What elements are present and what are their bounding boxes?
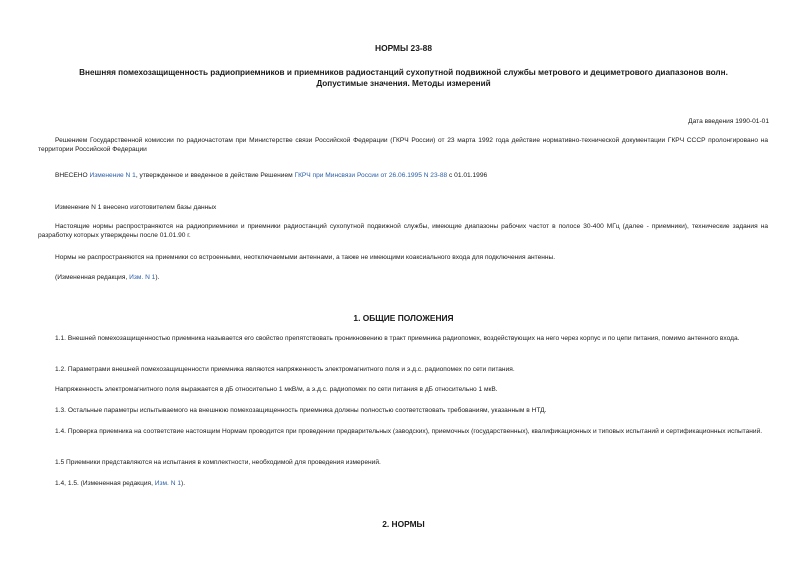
clause-1-3: 1.3. Остальные параметры испытываемого на внешнюю помехозащищенность приемника должны полностью соответствовать требованиям, указанным в НТД. xyxy=(55,407,547,414)
revision-note-1 xyxy=(38,273,768,282)
clause-1-5: 1.5 Приемники представляются на испытания в комплектности, необходимой для проведения измерений. xyxy=(55,459,381,466)
clause-1-2-note: Напряженность электромагнитного поля выражается в дБ относительно 1 мкВ/м, а э.д.с. радиопомех по сети питания в дБ относительно 1 мкВ. xyxy=(55,386,498,393)
revision-note-2 xyxy=(38,479,768,488)
doc-number: НОРМЫ 23-88 xyxy=(375,43,432,53)
change-1-link[interactable]: Изменение N 1 xyxy=(89,172,136,179)
introduced-middle: , утвержденное и введенное в действие Решением xyxy=(135,172,295,179)
introduced-paragraph xyxy=(38,171,768,180)
scope-paragraph: Настоящие нормы распространяются на радиоприемники и приемники радиостанций сухопутной подвижной службы, имеющие диапазоны рабочих частот в полосе 30-400 МГц (далее - приемники), технические задания на разработку которых утверждены после 01.01.90 г. xyxy=(38,223,768,239)
clause-1-4: 1.4. Проверка приемника на соответствие настоящим Нормам проводится при проведении предварительных (заводских), приемочных (государственных), квалификационных и типовых испытаний и сертификационных испытаний. xyxy=(55,428,763,435)
gkrch-decision-link[interactable]: ГКРЧ при Минсвязи России от 26.06.1995 N 23-88 xyxy=(294,172,448,179)
prolongation-paragraph: Решением Государственной комиссии по радиочастотам при Министерстве связи Российской Федерации (ГКРЧ России) от 23 марта 1992 года действие нормативно-технической документации ГКРЧ СССР пролонгировано на территории Российской Федерации xyxy=(38,137,768,153)
doc-title-line1: Внешняя помехозащищенность радиоприемников и приемников радиостанций сухопутной подвижной службы метрового и дециметрового диапазонов волн. xyxy=(79,68,728,77)
effective-date: Дата введения 1990-01-01 xyxy=(688,118,769,125)
introduced-prefix: ВНЕСЕНО xyxy=(55,172,90,179)
exclusion-paragraph: Нормы не распространяются на приемники со встроенными, неотключаемыми антеннами, а также не имеющими коаксиального входа для подключения антенны. xyxy=(55,254,556,261)
revision-note-1-suffix: ). xyxy=(155,274,160,281)
change-1-link-2[interactable]: Изм. N 1 xyxy=(129,274,156,281)
change-1-link-3[interactable]: Изм. N 1 xyxy=(154,480,181,487)
doc-title-line2: Допустимые значения. Методы измерений xyxy=(316,79,491,88)
revision-note-2-suffix: ). xyxy=(181,480,186,487)
section-1-heading: 1. ОБЩИЕ ПОЛОЖЕНИЯ xyxy=(353,313,454,323)
clause-1-1: 1.1. Внешней помехозащищенностью приемника называется его свойство препятствовать проникновению в тракт приемника радиопомех, воздействующих на него через корпус и по цепи питания, помимо антенного входа. xyxy=(55,335,740,342)
db-change-note: Изменение N 1 внесено изготовителем базы данных xyxy=(55,204,217,211)
section-2-heading: 2. НОРМЫ xyxy=(382,519,425,529)
revision-note-1-prefix: (Измененная редакция, xyxy=(55,274,130,281)
clause-1-2: 1.2. Параметрами внешней помехозащищенности приемника являются напряженность электромагнитного поля и э.д.с. радиопомех по сети питания. xyxy=(55,366,515,373)
revision-note-2-prefix: 1.4, 1.5. (Измененная редакция, xyxy=(55,480,155,487)
introduced-suffix: с 01.01.1996 xyxy=(447,172,488,179)
doc-title xyxy=(40,67,767,89)
